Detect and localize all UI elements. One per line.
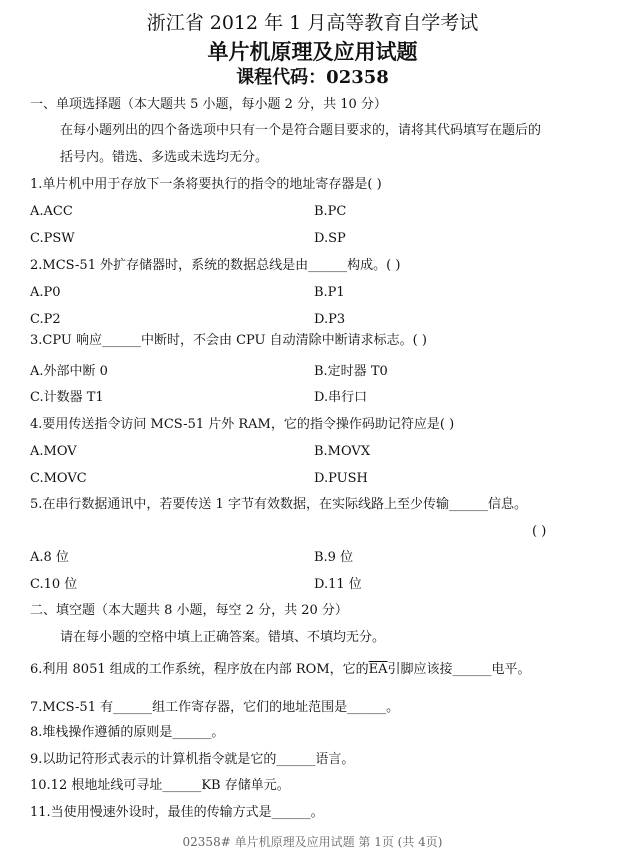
section2-instruction: 请在每小题的空格中填上正确答案。错填、不填均无分。 xyxy=(60,630,386,645)
q3-stem: 3.CPU 响应______中断时，不会由 CPU 自动清除中断请求标志。( ) xyxy=(30,333,427,348)
q3-option-b: B.定时器 T0 xyxy=(314,364,388,379)
q5-option-c: C.10 位 xyxy=(30,577,78,592)
q2-option-c: C.P2 xyxy=(30,312,61,327)
q1-option-b: B.PC xyxy=(314,204,347,219)
q3-option-d: D.串行口 xyxy=(314,390,368,405)
q5-option-d: D.11 位 xyxy=(314,577,362,592)
q4-option-d: D.PUSH xyxy=(314,471,368,486)
q2-option-d: D.P3 xyxy=(314,312,346,327)
q4-option-b: B.MOVX xyxy=(314,444,371,459)
section2-heading: 二、填空题（本大题共 8 小题，每空 2 分，共 20 分） xyxy=(30,603,348,618)
q6-text-post: 引脚应该接______电平。 xyxy=(387,662,531,677)
section1-instruction-line1: 在每小题列出的四个备选项中只有一个是符合题目要求的，请将其代码填写在题后的 xyxy=(60,123,542,138)
page-footer: 02358# 单片机原理及应用试题 第 1页 (共 4页) xyxy=(182,835,443,849)
q6-ea-signal: $\overline{EA}$ xyxy=(368,662,388,677)
q6-line xyxy=(30,661,531,679)
section1-instruction-line2: 括号内。错选、多选或未选均无分。 xyxy=(60,150,269,165)
q2-option-a: A.P0 xyxy=(30,285,61,300)
section1-heading: 一、单项选择题（本大题共 5 小题，每小题 2 分，共 10 分） xyxy=(30,97,387,112)
q11-line: 11.当使用慢速外设时，最佳的传输方式是______。 xyxy=(30,805,324,820)
course-code: 课程代码：02358 xyxy=(236,67,389,88)
q5-answer-paren: ( ) xyxy=(532,524,547,539)
q10-line: 10.12 根地址线可寻址______KB 存储单元。 xyxy=(30,778,290,793)
subject-title: 单片机原理及应用试题 xyxy=(207,39,418,64)
q3-option-c: C.计数器 T1 xyxy=(30,390,104,405)
q7-line: 7.MCS-51 有______组工作寄存器，它们的地址范围是______。 xyxy=(30,700,400,715)
q9-line: 9.以助记符形式表示的计算机指令就是它的______语言。 xyxy=(30,752,355,767)
q5-stem: 5.在串行数据通讯中，若要传送 1 字节有效数据，在实际线路上至少传输______信息。 xyxy=(30,497,527,512)
q5-option-a: A.8 位 xyxy=(30,550,69,565)
q4-option-c: C.MOVC xyxy=(30,471,87,486)
q1-option-c: C.PSW xyxy=(30,231,75,246)
q4-stem: 4.要用传送指令访问 MCS-51 片外 RAM，它的指令操作码助记符应是( ) xyxy=(30,417,455,432)
q3-option-a: A.外部中断 0 xyxy=(30,364,108,379)
q6-text-pre: 6.利用 8051 组成的工作系统，程序放在内部 ROM，它的 xyxy=(30,662,369,677)
q8-line: 8.堆栈操作遵循的原则是______。 xyxy=(30,725,225,740)
q4-option-a: A.MOV xyxy=(30,444,77,459)
q2-option-b: B.P1 xyxy=(314,285,345,300)
q1-stem: 1.单片机中用于存放下一条将要执行的指令的地址寄存器是( ) xyxy=(30,177,382,192)
q1-option-d: D.SP xyxy=(314,231,346,246)
exam-title: 浙江省 2012 年 1 月高等教育自学考试 xyxy=(146,12,479,34)
q5-option-b: B.9 位 xyxy=(314,550,354,565)
q1-option-a: A.ACC xyxy=(30,204,73,219)
q2-stem: 2.MCS-51 外扩存储器时，系统的数据总线是由______构成。( ) xyxy=(30,258,401,273)
